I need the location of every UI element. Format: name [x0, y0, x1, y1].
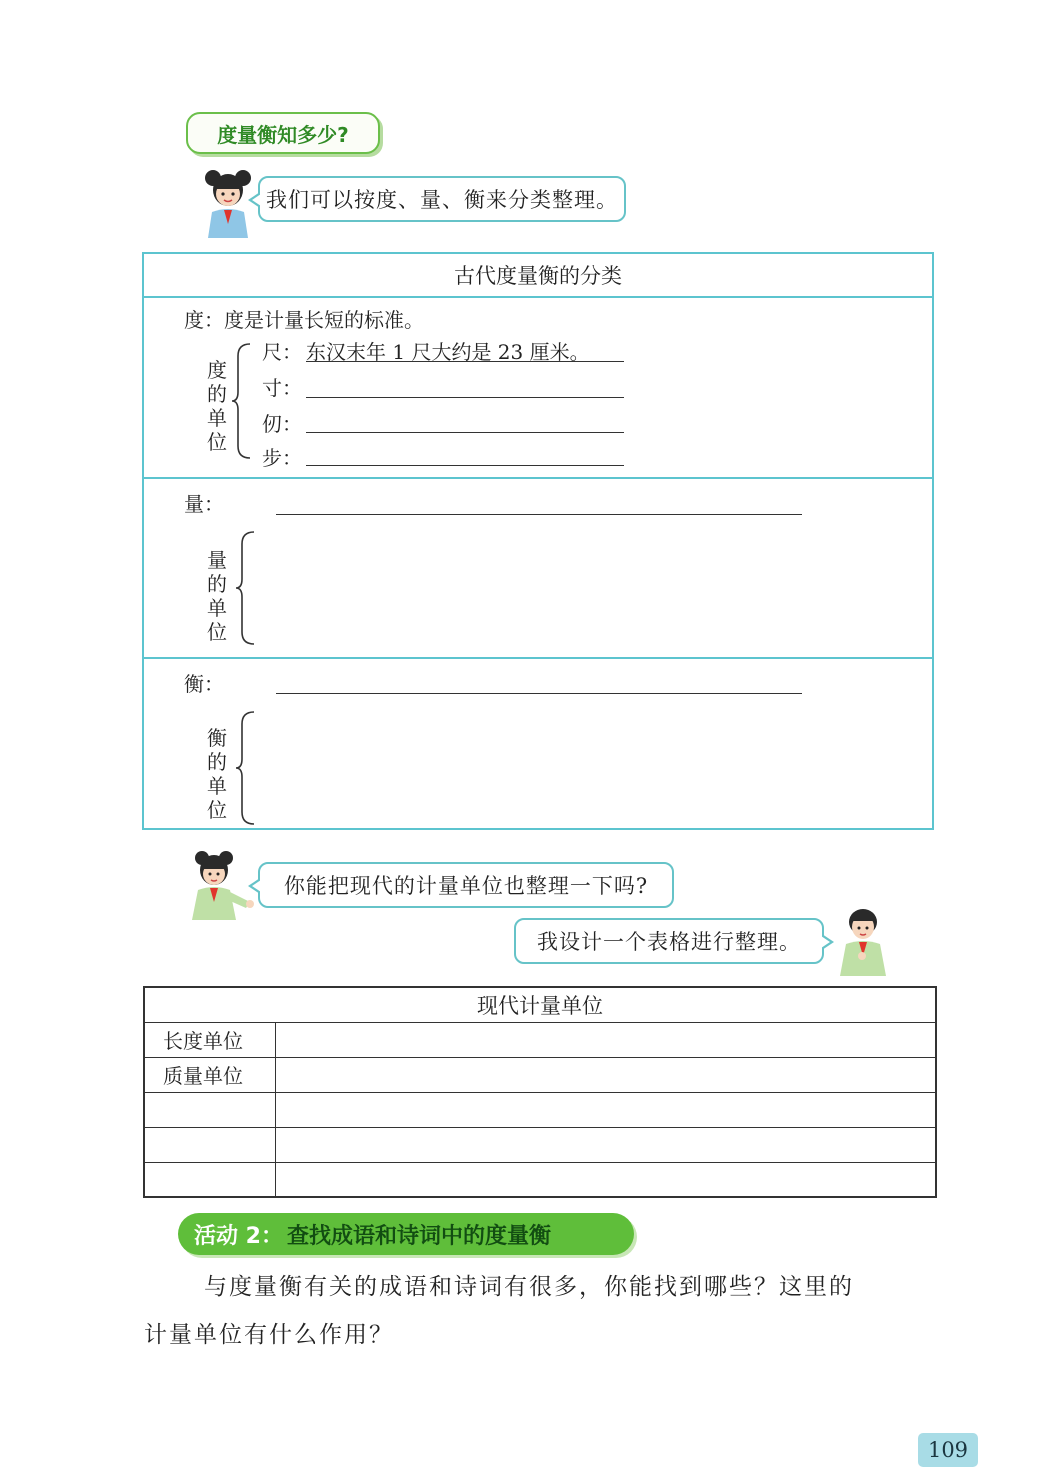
brace-icon — [234, 530, 258, 646]
heng-label: 衡： — [184, 672, 224, 696]
unit-bu-label: 步： — [262, 446, 302, 470]
table-row — [144, 1092, 936, 1127]
unit-cun-label: 寸： — [262, 376, 302, 400]
section-title: 度量衡知多少? — [186, 112, 380, 154]
speech-bubble-boy — [514, 918, 824, 964]
ancient-measurement-table — [142, 252, 934, 830]
speech-text: 我们可以按度、量、衡来分类整理。 — [266, 188, 618, 212]
speech-bubble-question — [258, 862, 674, 908]
row-value[interactable] — [275, 1022, 936, 1057]
row-label[interactable] — [144, 1162, 275, 1197]
unit-ren-label: 仞： — [262, 412, 302, 436]
answer-line — [306, 397, 624, 398]
table-row — [144, 1057, 936, 1092]
answer-line[interactable] — [276, 693, 802, 694]
speech-text: 我设计一个表格进行整理。 — [537, 930, 801, 954]
brace-icon — [230, 342, 254, 460]
answer-line[interactable] — [276, 514, 802, 515]
table-row — [144, 1162, 936, 1197]
liang-group-label: 量 的 单 位 — [207, 548, 227, 644]
girl-avatar — [180, 850, 256, 920]
boy-avatar — [832, 906, 894, 976]
answer-line — [306, 432, 624, 433]
speech-bubble-top — [258, 176, 626, 222]
unit-chi-answer: 东汉末年 1 尺大约是 23 厘米。 — [306, 340, 590, 364]
activity-name: 查找成语和诗词中的度量衡 — [286, 1223, 551, 1249]
answer-line — [306, 465, 624, 466]
row-label[interactable] — [144, 1127, 275, 1162]
speech-text: 你能把现代的计量单位也整理一下吗? — [283, 874, 649, 898]
row-value[interactable] — [275, 1092, 936, 1127]
activity-prefix: 活动 2： — [194, 1223, 283, 1249]
row-label: 质量单位 — [144, 1057, 275, 1092]
page-number: 109 — [918, 1433, 978, 1467]
unit-chi-label: 尺： — [262, 340, 302, 364]
row-value[interactable] — [275, 1057, 936, 1092]
brace-icon — [234, 710, 258, 826]
table-title: 现代计量单位 — [144, 987, 936, 1022]
answer-line — [306, 361, 624, 362]
row-label[interactable] — [144, 1092, 275, 1127]
row-label: 长度单位 — [144, 1022, 275, 1057]
row-value[interactable] — [275, 1127, 936, 1162]
table-row — [144, 1022, 936, 1057]
modern-units-table — [143, 986, 937, 1198]
liang-label: 量： — [184, 492, 224, 516]
activity-title — [178, 1213, 634, 1255]
heng-group-label: 衡 的 单 位 — [207, 726, 227, 822]
du-intro: 度：度是计量长短的标准。 — [184, 308, 424, 332]
table-row — [144, 1127, 936, 1162]
row-value[interactable] — [275, 1162, 936, 1197]
table-title: 古代度量衡的分类 — [454, 264, 622, 288]
du-group-label: 度 的 单 位 — [207, 358, 227, 454]
paragraph-line-2: 计量单位有什么作用？ — [144, 1322, 394, 1348]
paragraph-line-1: 与度量衡有关的成语和诗词有很多，你能找到哪些？这里的 — [204, 1274, 854, 1300]
